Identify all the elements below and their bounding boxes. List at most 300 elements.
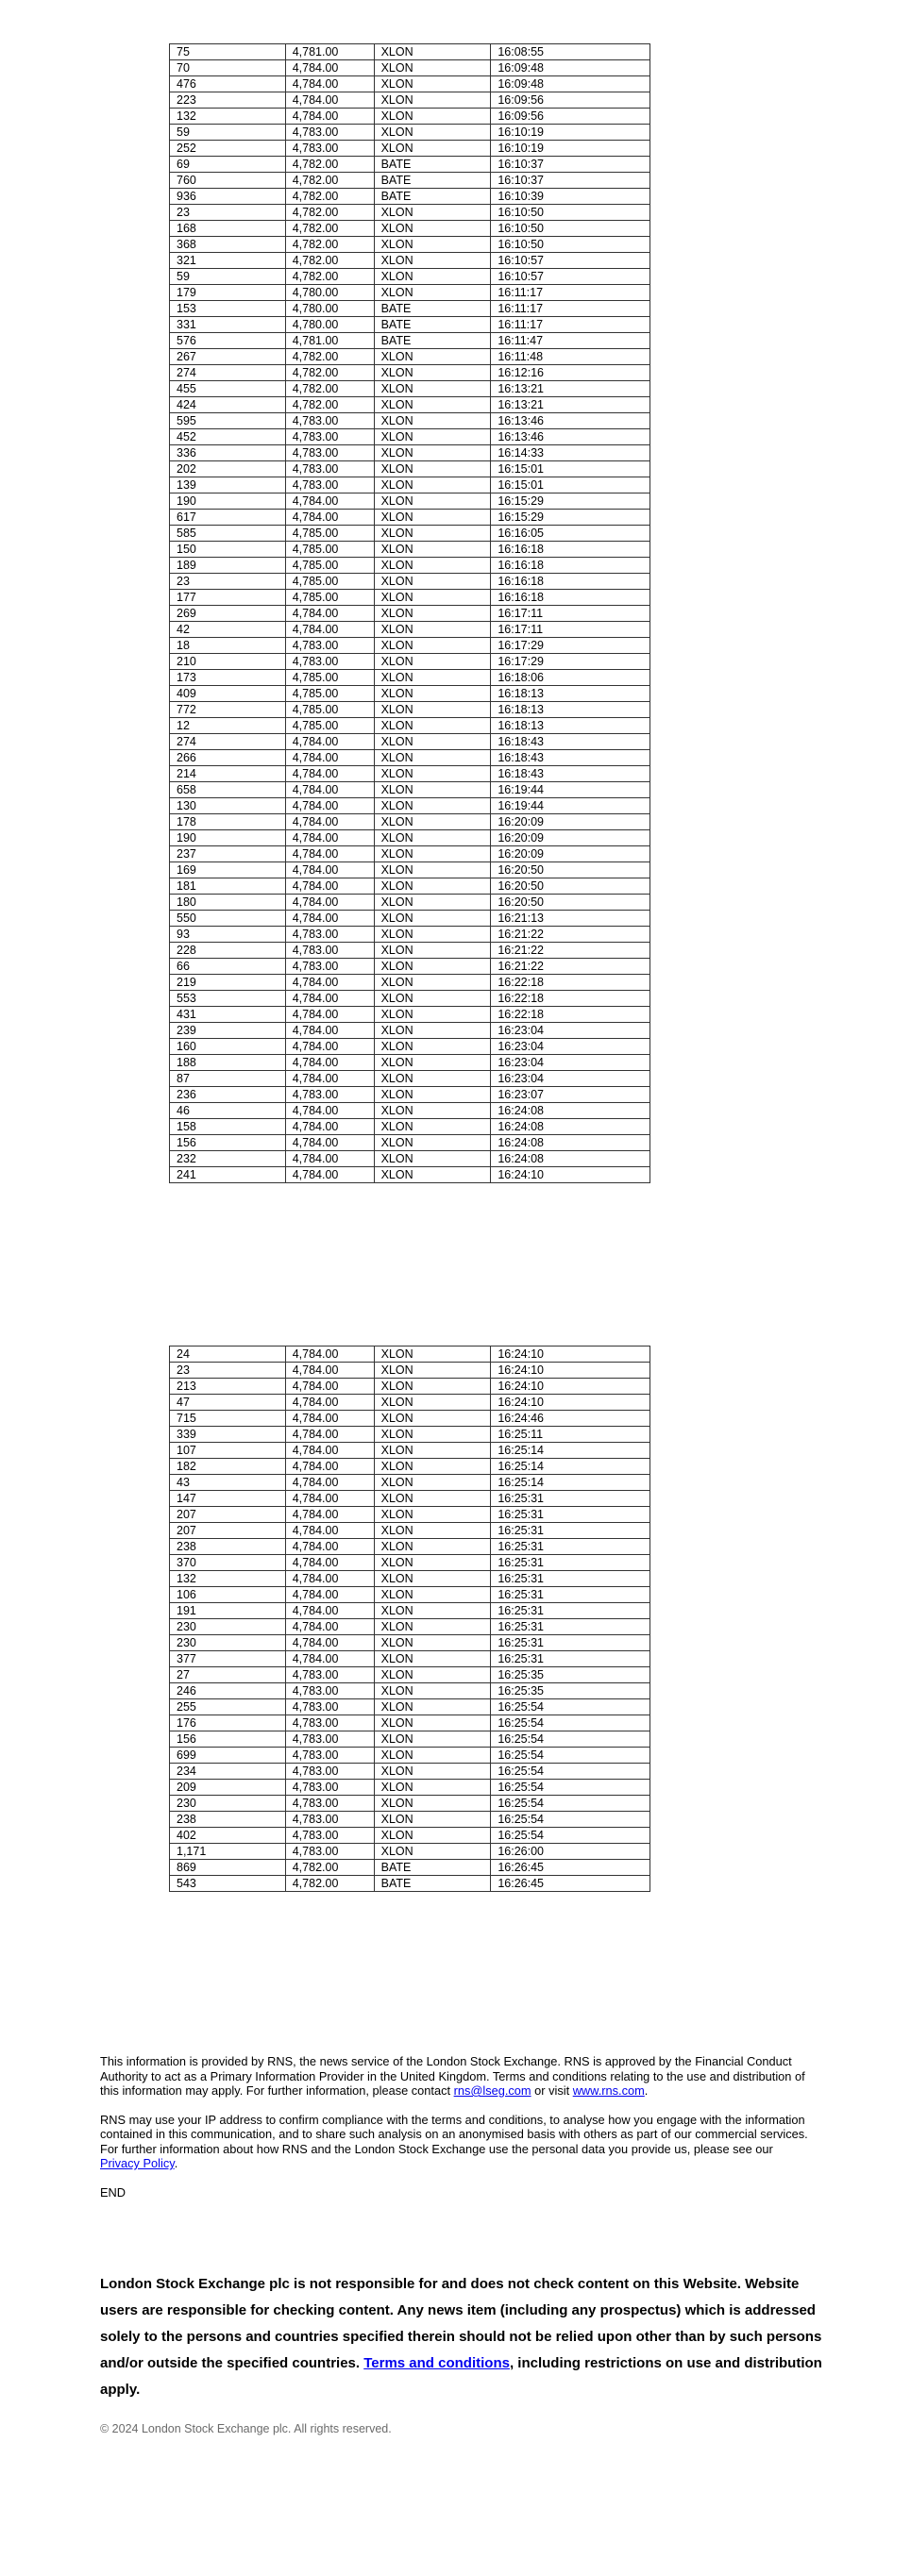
table-row [170,702,650,718]
table-row [170,1571,650,1587]
time-cell: 16:21:22 [491,959,650,975]
price-cell: 4,785.00 [285,542,374,558]
time-cell: 16:23:04 [491,1039,650,1055]
time-cell: 16:26:00 [491,1844,650,1860]
venue-cell: XLON [374,1731,491,1748]
price-cell: 4,784.00 [285,1491,374,1507]
volume-cell: 176 [170,1715,286,1731]
table-row [170,285,650,301]
price-cell: 4,784.00 [285,878,374,895]
volume-cell: 550 [170,911,286,927]
price-cell: 4,784.00 [285,1039,374,1055]
venue-cell: XLON [374,1347,491,1363]
table-row [170,1715,650,1731]
volume-cell: 246 [170,1683,286,1699]
venue-cell: XLON [374,1603,491,1619]
rns-information [100,2054,812,2214]
volume-cell: 12 [170,718,286,734]
price-cell: 4,784.00 [285,1395,374,1411]
volume-cell: 214 [170,766,286,782]
table-row [170,1023,650,1039]
table-row [170,782,650,798]
time-cell: 16:24:08 [491,1151,650,1167]
price-cell: 4,784.00 [285,1151,374,1167]
table-row [170,92,650,109]
price-cell: 4,783.00 [285,1828,374,1844]
venue-cell: XLON [374,92,491,109]
table-row [170,1491,650,1507]
table-row [170,750,650,766]
volume-cell: 715 [170,1411,286,1427]
time-cell: 16:10:57 [491,253,650,269]
time-cell: 16:10:57 [491,269,650,285]
venue-cell: XLON [374,1828,491,1844]
table-row [170,221,650,237]
time-cell: 16:15:29 [491,510,650,526]
price-cell: 4,782.00 [285,365,374,381]
venue-cell: XLON [374,1523,491,1539]
volume-cell: 543 [170,1876,286,1892]
price-cell: 4,780.00 [285,301,374,317]
venue-cell: XLON [374,654,491,670]
time-cell: 16:22:18 [491,975,650,991]
volume-cell: 331 [170,317,286,333]
venue-cell: XLON [374,445,491,461]
venue-cell: XLON [374,365,491,381]
venue-cell: XLON [374,1491,491,1507]
venue-cell: XLON [374,125,491,141]
table-row [170,1087,650,1103]
price-cell: 4,784.00 [285,1363,374,1379]
volume-cell: 66 [170,959,286,975]
volume-cell: 452 [170,429,286,445]
table-row [170,269,650,285]
volume-cell: 219 [170,975,286,991]
time-cell: 16:24:08 [491,1103,650,1119]
venue-cell: XLON [374,1119,491,1135]
venue-cell: XLON [374,1635,491,1651]
volume-cell: 59 [170,269,286,285]
price-cell: 4,783.00 [285,445,374,461]
table-row [170,1764,650,1780]
table-row [170,1603,650,1619]
venue-cell: XLON [374,1619,491,1635]
table-row [170,365,650,381]
venue-cell: XLON [374,109,491,125]
time-cell: 16:25:31 [491,1555,650,1571]
volume-cell: 595 [170,413,286,429]
volume-cell: 402 [170,1828,286,1844]
time-cell: 16:10:50 [491,205,650,221]
price-cell: 4,782.00 [285,157,374,173]
venue-cell: XLON [374,638,491,654]
table-row [170,1523,650,1539]
price-cell: 4,784.00 [285,1459,374,1475]
price-cell: 4,784.00 [285,1555,374,1571]
volume-cell: 339 [170,1427,286,1443]
table-row [170,1812,650,1828]
volume-cell: 431 [170,1007,286,1023]
table-row [170,317,650,333]
venue-cell: XLON [374,397,491,413]
time-cell: 16:24:08 [491,1135,650,1151]
price-cell: 4,785.00 [285,686,374,702]
venue-cell: BATE [374,173,491,189]
rns-provider-paragraph: This information is provided by RNS, the news service of the London Stock Exchange. RNS is approved by the Financial Conduct Authority to act as a Primary Information Provider in the United Kingdom. Terms and conditions relating to the use and distribution of this information may apply. For further information, please contact rns@lseg.com or visit www.rns.com. [100,2054,805,2098]
volume-cell: 269 [170,606,286,622]
venue-cell: XLON [374,477,491,493]
time-cell: 16:26:45 [491,1876,650,1892]
table-row [170,1507,650,1523]
price-cell: 4,782.00 [285,173,374,189]
time-cell: 16:25:31 [491,1491,650,1507]
venue-cell: XLON [374,1023,491,1039]
volume-cell: 241 [170,1167,286,1183]
volume-cell: 230 [170,1635,286,1651]
price-cell: 4,782.00 [285,349,374,365]
volume-cell: 207 [170,1523,286,1539]
table-row [170,109,650,125]
price-cell: 4,784.00 [285,862,374,878]
volume-cell: 576 [170,333,286,349]
table-row [170,1395,650,1411]
time-cell: 16:16:18 [491,574,650,590]
price-cell: 4,783.00 [285,638,374,654]
table-row [170,76,650,92]
time-cell: 16:11:48 [491,349,650,365]
time-cell: 16:14:33 [491,445,650,461]
volume-cell: 70 [170,60,286,76]
time-cell: 16:25:31 [491,1635,650,1651]
rns-website-link[interactable]: www.rns.com [572,2083,645,2098]
table-row [170,1651,650,1667]
price-cell: 4,784.00 [285,1103,374,1119]
price-cell: 4,784.00 [285,911,374,927]
venue-cell: XLON [374,1379,491,1395]
venue-cell: XLON [374,1167,491,1183]
table-row [170,157,650,173]
time-cell: 16:20:09 [491,830,650,846]
price-cell: 4,781.00 [285,44,374,60]
venue-cell: XLON [374,1796,491,1812]
price-cell: 4,784.00 [285,1507,374,1523]
time-cell: 16:19:44 [491,798,650,814]
price-cell: 4,784.00 [285,1475,374,1491]
price-cell: 4,782.00 [285,397,374,413]
volume-cell: 409 [170,686,286,702]
volume-cell: 228 [170,943,286,959]
time-cell: 16:10:50 [491,221,650,237]
table-row [170,670,650,686]
price-cell: 4,784.00 [285,814,374,830]
venue-cell: XLON [374,830,491,846]
volume-cell: 153 [170,301,286,317]
transactions-table-2 [169,1346,650,1892]
price-cell: 4,784.00 [285,622,374,638]
price-cell: 4,784.00 [285,1167,374,1183]
venue-cell: XLON [374,750,491,766]
price-cell: 4,784.00 [285,1587,374,1603]
time-cell: 16:10:37 [491,173,650,189]
volume-cell: 936 [170,189,286,205]
volume-cell: 236 [170,1087,286,1103]
time-cell: 16:10:50 [491,237,650,253]
time-cell: 16:11:17 [491,301,650,317]
volume-cell: 87 [170,1071,286,1087]
venue-cell: XLON [374,269,491,285]
venue-cell: XLON [374,1459,491,1475]
table-row [170,493,650,510]
table-row [170,1347,650,1363]
table-row [170,445,650,461]
volume-cell: 24 [170,1347,286,1363]
time-cell: 16:18:06 [491,670,650,686]
table-row [170,846,650,862]
volume-cell: 699 [170,1748,286,1764]
price-cell: 4,784.00 [285,1119,374,1135]
time-cell: 16:25:31 [491,1523,650,1539]
time-cell: 16:16:05 [491,526,650,542]
venue-cell: XLON [374,1151,491,1167]
volume-cell: 18 [170,638,286,654]
table-row [170,1103,650,1119]
time-cell: 16:20:50 [491,862,650,878]
time-cell: 16:17:29 [491,638,650,654]
table-row [170,1071,650,1087]
table-row [170,1167,650,1183]
price-cell: 4,784.00 [285,1635,374,1651]
time-cell: 16:24:10 [491,1347,650,1363]
volume-cell: 455 [170,381,286,397]
venue-cell: XLON [374,1555,491,1571]
venue-cell: XLON [374,76,491,92]
time-cell: 16:25:31 [491,1539,650,1555]
table-row [170,1828,650,1844]
volume-cell: 238 [170,1539,286,1555]
price-cell: 4,783.00 [285,1844,374,1860]
table-row [170,814,650,830]
price-cell: 4,784.00 [285,109,374,125]
time-cell: 16:09:56 [491,92,650,109]
time-cell: 16:25:54 [491,1828,650,1844]
time-cell: 16:18:43 [491,766,650,782]
table-row [170,558,650,574]
volume-cell: 179 [170,285,286,301]
transactions-table-1 [169,43,650,1183]
time-cell: 16:25:35 [491,1683,650,1699]
volume-cell: 75 [170,44,286,60]
table-row [170,253,650,269]
price-cell: 4,784.00 [285,1347,374,1363]
venue-cell: XLON [374,461,491,477]
price-cell: 4,784.00 [285,92,374,109]
table-row [170,1379,650,1395]
time-cell: 16:09:48 [491,60,650,76]
volume-cell: 23 [170,205,286,221]
time-cell: 16:18:13 [491,718,650,734]
venue-cell: XLON [374,60,491,76]
time-cell: 16:10:37 [491,157,650,173]
price-cell: 4,784.00 [285,493,374,510]
table-row [170,1443,650,1459]
price-cell: 4,780.00 [285,285,374,301]
volume-cell: 760 [170,173,286,189]
time-cell: 16:21:22 [491,927,650,943]
price-cell: 4,783.00 [285,1699,374,1715]
privacy-policy-link[interactable]: Privacy Policy [100,2156,175,2170]
volume-cell: 169 [170,862,286,878]
table-row [170,429,650,445]
venue-cell: XLON [374,606,491,622]
price-cell: 4,783.00 [285,927,374,943]
rns-email-link[interactable]: rns@lseg.com [453,2083,531,2098]
table-row [170,991,650,1007]
venue-cell: XLON [374,622,491,638]
table-row [170,943,650,959]
venue-cell: XLON [374,1587,491,1603]
price-cell: 4,783.00 [285,959,374,975]
table-row [170,638,650,654]
venue-cell: XLON [374,1715,491,1731]
time-cell: 16:16:18 [491,542,650,558]
price-cell: 4,784.00 [285,830,374,846]
venue-cell: XLON [374,959,491,975]
price-cell: 4,784.00 [285,1055,374,1071]
table-row [170,622,650,638]
time-cell: 16:23:04 [491,1071,650,1087]
volume-cell: 202 [170,461,286,477]
venue-cell: XLON [374,413,491,429]
table-row [170,975,650,991]
volume-cell: 106 [170,1587,286,1603]
table-row [170,1363,650,1379]
volume-cell: 93 [170,927,286,943]
time-cell: 16:09:56 [491,109,650,125]
table-row [170,1039,650,1055]
price-cell: 4,783.00 [285,461,374,477]
volume-cell: 230 [170,1796,286,1812]
venue-cell: XLON [374,1443,491,1459]
venue-cell: XLON [374,1103,491,1119]
price-cell: 4,783.00 [285,1780,374,1796]
venue-cell: XLON [374,205,491,221]
price-cell: 4,781.00 [285,333,374,349]
table-row [170,44,650,60]
time-cell: 16:18:13 [491,686,650,702]
volume-cell: 209 [170,1780,286,1796]
time-cell: 16:20:09 [491,814,650,830]
table-row [170,542,650,558]
price-cell: 4,782.00 [285,253,374,269]
time-cell: 16:18:43 [491,734,650,750]
price-cell: 4,784.00 [285,1071,374,1087]
venue-cell: XLON [374,1683,491,1699]
time-cell: 16:15:01 [491,461,650,477]
price-cell: 4,782.00 [285,269,374,285]
table-row [170,606,650,622]
time-cell: 16:20:50 [491,895,650,911]
table-row [170,1587,650,1603]
price-cell: 4,784.00 [285,782,374,798]
venue-cell: XLON [374,1055,491,1071]
volume-cell: 658 [170,782,286,798]
time-cell: 16:25:31 [491,1507,650,1523]
price-cell: 4,784.00 [285,1571,374,1587]
volume-cell: 156 [170,1135,286,1151]
venue-cell: XLON [374,862,491,878]
price-cell: 4,785.00 [285,590,374,606]
volume-cell: 234 [170,1764,286,1780]
copyright-notice: © 2024 London Stock Exchange plc. All rights reserved. [100,2422,392,2435]
time-cell: 16:25:31 [491,1619,650,1635]
time-cell: 16:26:45 [491,1860,650,1876]
venue-cell: BATE [374,157,491,173]
table-row [170,1683,650,1699]
volume-cell: 132 [170,1571,286,1587]
price-cell: 4,782.00 [285,205,374,221]
venue-cell: XLON [374,1039,491,1055]
price-cell: 4,784.00 [285,510,374,526]
volume-cell: 132 [170,109,286,125]
table-row [170,718,650,734]
volume-cell: 27 [170,1667,286,1683]
time-cell: 16:10:19 [491,141,650,157]
table-row [170,141,650,157]
venue-cell: XLON [374,686,491,702]
price-cell: 4,783.00 [285,141,374,157]
price-cell: 4,782.00 [285,221,374,237]
table-row [170,1780,650,1796]
table-row [170,1619,650,1635]
time-cell: 16:25:14 [491,1459,650,1475]
venue-cell: XLON [374,237,491,253]
time-cell: 16:25:14 [491,1443,650,1459]
volume-cell: 274 [170,365,286,381]
price-cell: 4,784.00 [285,734,374,750]
price-cell: 4,785.00 [285,670,374,686]
volume-cell: 321 [170,253,286,269]
time-cell: 16:16:18 [491,590,650,606]
volume-cell: 377 [170,1651,286,1667]
table-row [170,1475,650,1491]
venue-cell: XLON [374,221,491,237]
table-row [170,1876,650,1892]
volume-cell: 188 [170,1055,286,1071]
table-row [170,927,650,943]
time-cell: 16:24:10 [491,1167,650,1183]
venue-cell: XLON [374,1395,491,1411]
volume-cell: 255 [170,1699,286,1715]
time-cell: 16:20:09 [491,846,650,862]
time-cell: 16:25:31 [491,1587,650,1603]
table-row [170,895,650,911]
price-cell: 4,784.00 [285,895,374,911]
table-row [170,413,650,429]
time-cell: 16:09:48 [491,76,650,92]
terms-and-conditions-link[interactable]: Terms and conditions [363,2355,510,2371]
venue-cell: XLON [374,381,491,397]
table-row [170,1635,650,1651]
price-cell: 4,782.00 [285,1860,374,1876]
time-cell: 16:20:50 [491,878,650,895]
venue-cell: XLON [374,1764,491,1780]
volume-cell: 156 [170,1731,286,1748]
venue-cell: XLON [374,975,491,991]
table-row [170,878,650,895]
volume-cell: 370 [170,1555,286,1571]
venue-cell: XLON [374,253,491,269]
volume-cell: 336 [170,445,286,461]
